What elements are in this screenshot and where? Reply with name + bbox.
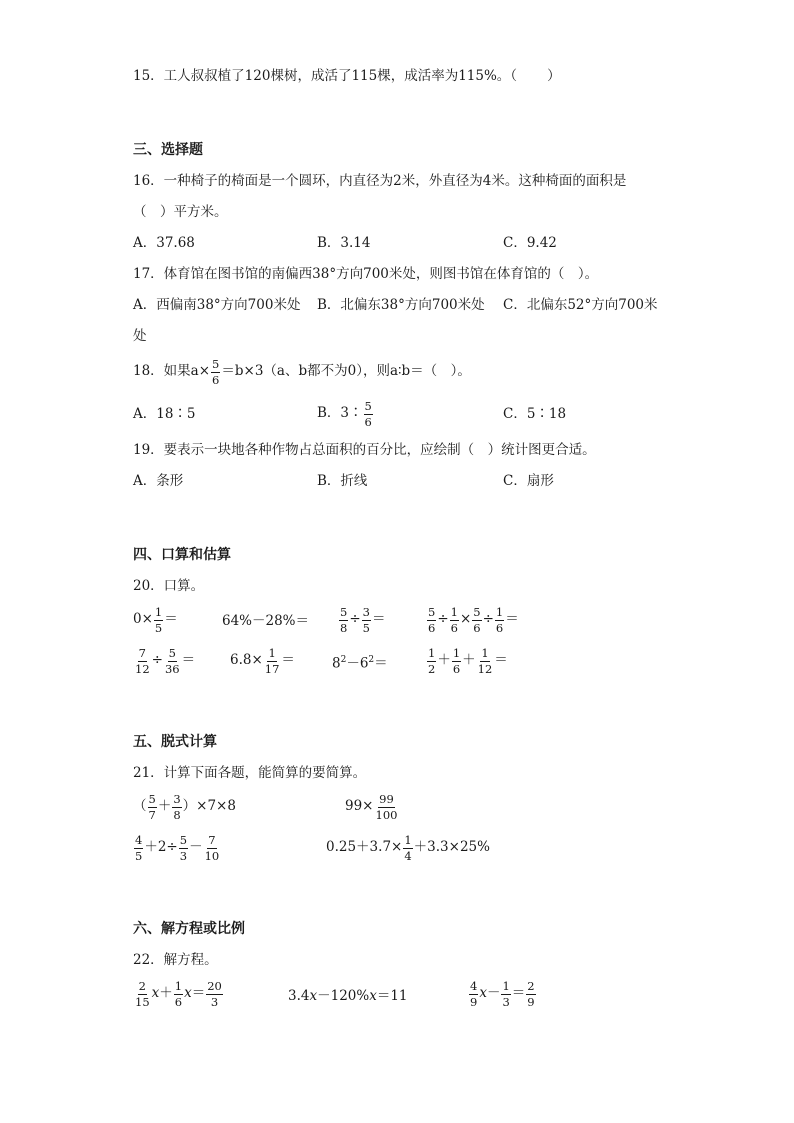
fraction: $\frac{5}{6}$ — [428, 605, 436, 635]
fraction: $\frac{5}{8}$ — [340, 605, 348, 635]
fraction: $\frac{2}{9}$ — [527, 979, 535, 1009]
option-19-a: A．条形 — [133, 473, 184, 489]
option-18-c: C．5∶18 — [503, 406, 567, 422]
option-18-b: B．3∶ $\frac{5}{6}$ — [317, 399, 372, 429]
equation-22-2: 3.4x－120%x＝11 — [288, 988, 408, 1004]
fraction: $\frac{4}{9}$ — [470, 979, 478, 1009]
fraction: $\frac{2}{15}$ — [135, 979, 150, 1009]
option-17-c-wrap: 处 — [133, 328, 147, 344]
fraction: $\frac{1}{5}$ — [154, 605, 163, 635]
option-16-a: A．37.68 — [133, 235, 195, 251]
option-16-c: C．9.42 — [503, 235, 557, 251]
section-title-6: 六、解方程或比例 — [133, 921, 245, 937]
fraction: $\frac{99}{100}$ — [375, 792, 398, 822]
section-title-3: 三、选择题 — [133, 142, 203, 158]
fraction: $\frac{20}{3}$ — [207, 979, 222, 1009]
calc-21-4: 0.25＋3.7× $\frac{1}{4}$ ＋3.3×25% — [326, 833, 490, 863]
fraction: $\frac{1}{6}$ — [495, 605, 504, 635]
calc-21-3: $\frac{4}{5}$ ＋2÷ $\frac{5}{3}$ － $\frac{7}{10}$ — [135, 833, 220, 863]
question-16-line2: （ ）平方米。 — [133, 204, 228, 220]
fraction: $\frac{3}{8}$ — [173, 792, 181, 822]
fraction: $\frac{5}{6}$ — [364, 399, 372, 429]
fraction: $\frac{1}{17}$ — [264, 646, 280, 676]
fraction: $\frac{1}{2}$ — [428, 646, 436, 676]
fraction: $\frac{1}{4}$ — [404, 833, 412, 863]
section-title-4: 四、口算和估算 — [133, 547, 231, 563]
question-15 — [133, 70, 561, 84]
calc-20-7: $8^2-6^2=$ — [332, 655, 388, 672]
question-18 — [133, 358, 471, 386]
fraction: $\frac{1}{6}$ — [452, 646, 461, 676]
calc-20-6: 6.8× $\frac{1}{17}$ ＝ — [230, 646, 295, 676]
question-19: 19．要表示一块地各种作物占总面积的百分比，应绘制（ ）统计图更合适。 — [133, 442, 596, 458]
equation-22-1: $\frac{2}{15}$ x ＋ $\frac{1}{6}$ x ＝ $\frac{20}{3}$ — [135, 979, 222, 1009]
option-16-b: B．3.14 — [317, 235, 371, 251]
section-title-5: 五、脱式计算 — [133, 734, 217, 750]
fraction: $\frac{5}{36}$ — [164, 646, 180, 676]
fraction: $\frac{1}{6}$ — [174, 979, 183, 1009]
fraction: $\frac{1}{12}$ — [477, 646, 493, 676]
option-17-b: B．北偏东38°方向700米处 — [317, 297, 485, 313]
question-17: 17．体育馆在图书馆的南偏西38°方向700米处，则图书馆在体育馆的（ ）。 — [133, 266, 599, 282]
fraction: $\frac{7}{10}$ — [204, 833, 220, 863]
calc-20-3: $\frac{5}{8}$ ÷ $\frac{3}{5}$ ＝ — [340, 605, 386, 635]
question-20-title: 20．口算。 — [133, 578, 205, 594]
fraction: $\frac{5}{7}$ — [148, 792, 156, 822]
question-18-post: ＝b×3（a、b都不为0），则a∶b＝（ ）。 — [221, 363, 471, 380]
calc-20-1: 0× $\frac{1}{5}$ ＝ — [133, 605, 178, 635]
question-15-text: 15．工人叔叔植了120棵树，成活了115棵，成活率为115%。（ — [133, 68, 518, 84]
option-18-a: A．18∶5 — [133, 406, 196, 422]
fraction: $\frac{7}{12}$ — [135, 646, 150, 676]
fraction: $\frac{1}{6}$ — [450, 605, 458, 635]
question-18-pre: 18．如果a× — [133, 363, 211, 380]
calc-20-2: 64%－28%＝ — [222, 613, 310, 629]
question-21-title: 21．计算下面各题，能简算的要简算。 — [133, 765, 367, 781]
option-19-c: C．扇形 — [503, 473, 554, 489]
fraction: $\frac{5}{3}$ — [179, 833, 188, 863]
option-17-c: C．北偏东52°方向700米 — [503, 297, 658, 313]
question-16-line1: 16．一种椅子的椅面是一个圆环，内直径为2米，外直径为4米。这种椅面的面积是 — [133, 173, 627, 189]
fraction: $\frac{4}{5}$ — [135, 833, 143, 863]
equation-22-3: $\frac{4}{9}$ x － $\frac{1}{3}$ ＝ $\frac{2}{9}$ — [470, 979, 535, 1009]
answer-paren: ） — [547, 68, 561, 84]
fraction: $\frac{5}{6}$ — [212, 357, 220, 387]
calc-20-5: $\frac{7}{12}$ ÷ $\frac{5}{36}$ ＝ — [135, 646, 196, 676]
calc-21-2: 99× $\frac{99}{100}$ — [345, 792, 398, 822]
calc-20-8: $\frac{1}{2}$ ＋ $\frac{1}{6}$ ＋ $\frac{1}{12}$ ＝ — [428, 646, 508, 676]
calc-20-4: $\frac{5}{6}$ ÷ $\frac{1}{6}$ × $\frac{5}{6}$ ÷ $\frac{1}{6}$ ＝ — [428, 605, 519, 635]
fraction: $\frac{3}{5}$ — [362, 605, 370, 635]
option-17-a: A．西偏南38°方向700米处 — [133, 297, 301, 313]
fraction: $\frac{5}{6}$ — [473, 605, 481, 635]
question-22-title: 22．解方程。 — [133, 952, 218, 968]
calc-21-1: （ $\frac{5}{7}$ ＋ $\frac{3}{8}$ ） ×7×8 — [133, 792, 236, 822]
option-19-b: B．折线 — [317, 473, 368, 489]
fraction: $\frac{1}{3}$ — [502, 979, 510, 1009]
